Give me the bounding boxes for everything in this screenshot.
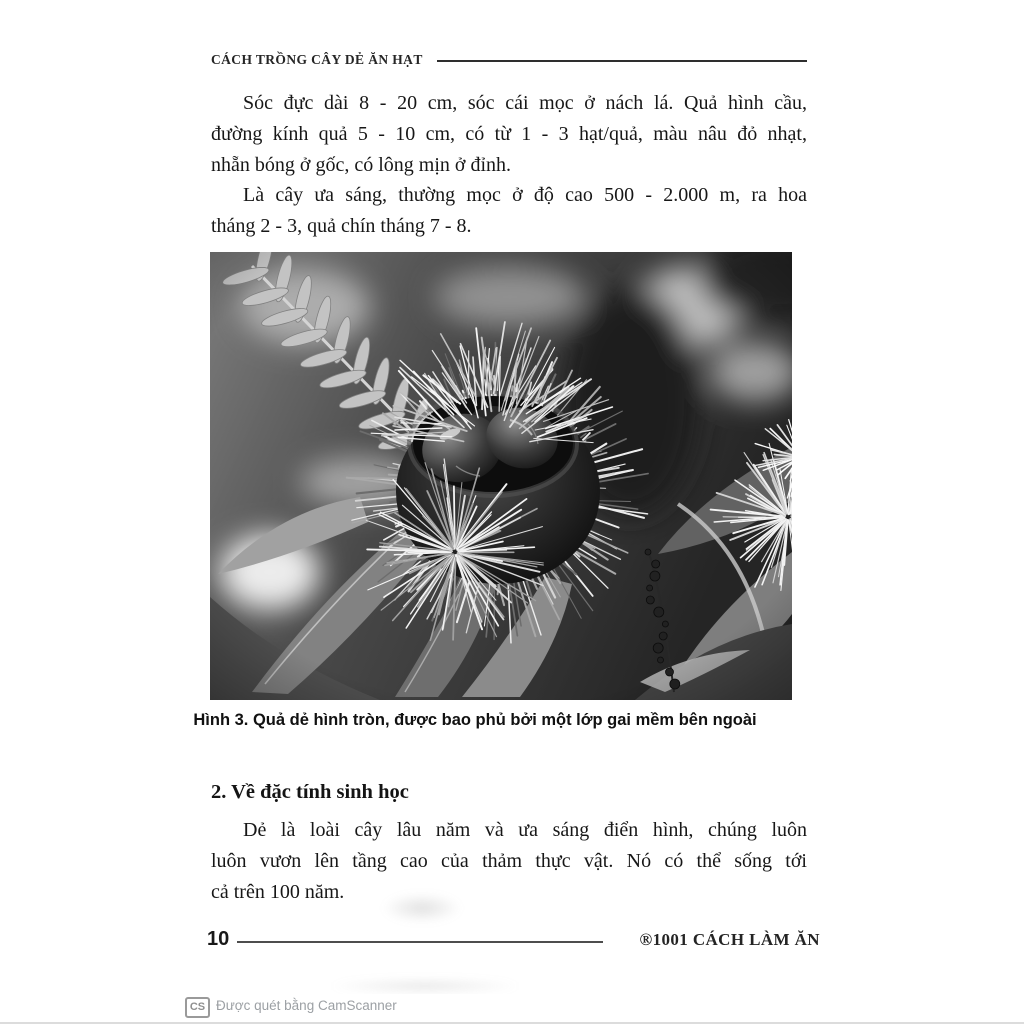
chestnut-photo-illustration <box>210 252 792 700</box>
scan-smudge <box>382 893 462 923</box>
scan-smudge <box>330 978 520 994</box>
footer-book-series: ®1001 CÁCH LÀM ĂN <box>639 930 820 949</box>
paragraph-1-line-1: Sóc đực dài 8 - 20 cm, sóc cái mọc ở nách lá. Quả hình cầu, <box>243 92 807 114</box>
camscanner-strip <box>0 994 1024 1024</box>
photo-vignette <box>210 252 792 700</box>
paragraph-2-line-1: Là cây ưa sáng, thường mọc ở độ cao 500 - 2.000 m, ra hoa <box>243 184 807 206</box>
paragraph-3-line-2: luôn vươn lên tầng cao của thảm thực vật. Nó có thể sống tới <box>211 850 807 872</box>
running-head-title: CÁCH TRỒNG CÂY DẺ ĂN HẠT <box>211 52 423 67</box>
figure-caption: Hình 3. Quả dẻ hình tròn, được bao phủ bởi một lớp gai mềm bên ngoài <box>193 711 757 729</box>
paragraph-2-line-2: tháng 2 - 3, quả chín tháng 7 - 8. <box>211 215 472 237</box>
page-header <box>211 52 807 68</box>
camscanner-logo-icon <box>185 997 210 1018</box>
paragraph-3-line-3: cả trên 100 năm. <box>211 881 345 903</box>
paragraph-3-line-1: Dẻ là loài cây lâu năm và ưa sáng điển hình, chúng luôn <box>243 819 807 841</box>
paragraph-1-line-2: đường kính quả 5 - 10 cm, có từ 1 - 3 hạt/quả, màu nâu đỏ nhạt, <box>211 123 807 145</box>
footer-rule <box>237 941 603 943</box>
section-heading: 2. Về đặc tính sinh học <box>211 781 409 803</box>
camscanner-logo-text: CS <box>189 1001 206 1013</box>
header-rule <box>437 60 807 62</box>
camscanner-label: Được quét bằng CamScanner <box>216 998 397 1013</box>
page-number: 10 <box>207 928 230 950</box>
paragraph-1-line-3: nhẵn bóng ở gốc, có lông mịn ở đỉnh. <box>211 154 512 176</box>
figure-photo <box>210 252 792 700</box>
